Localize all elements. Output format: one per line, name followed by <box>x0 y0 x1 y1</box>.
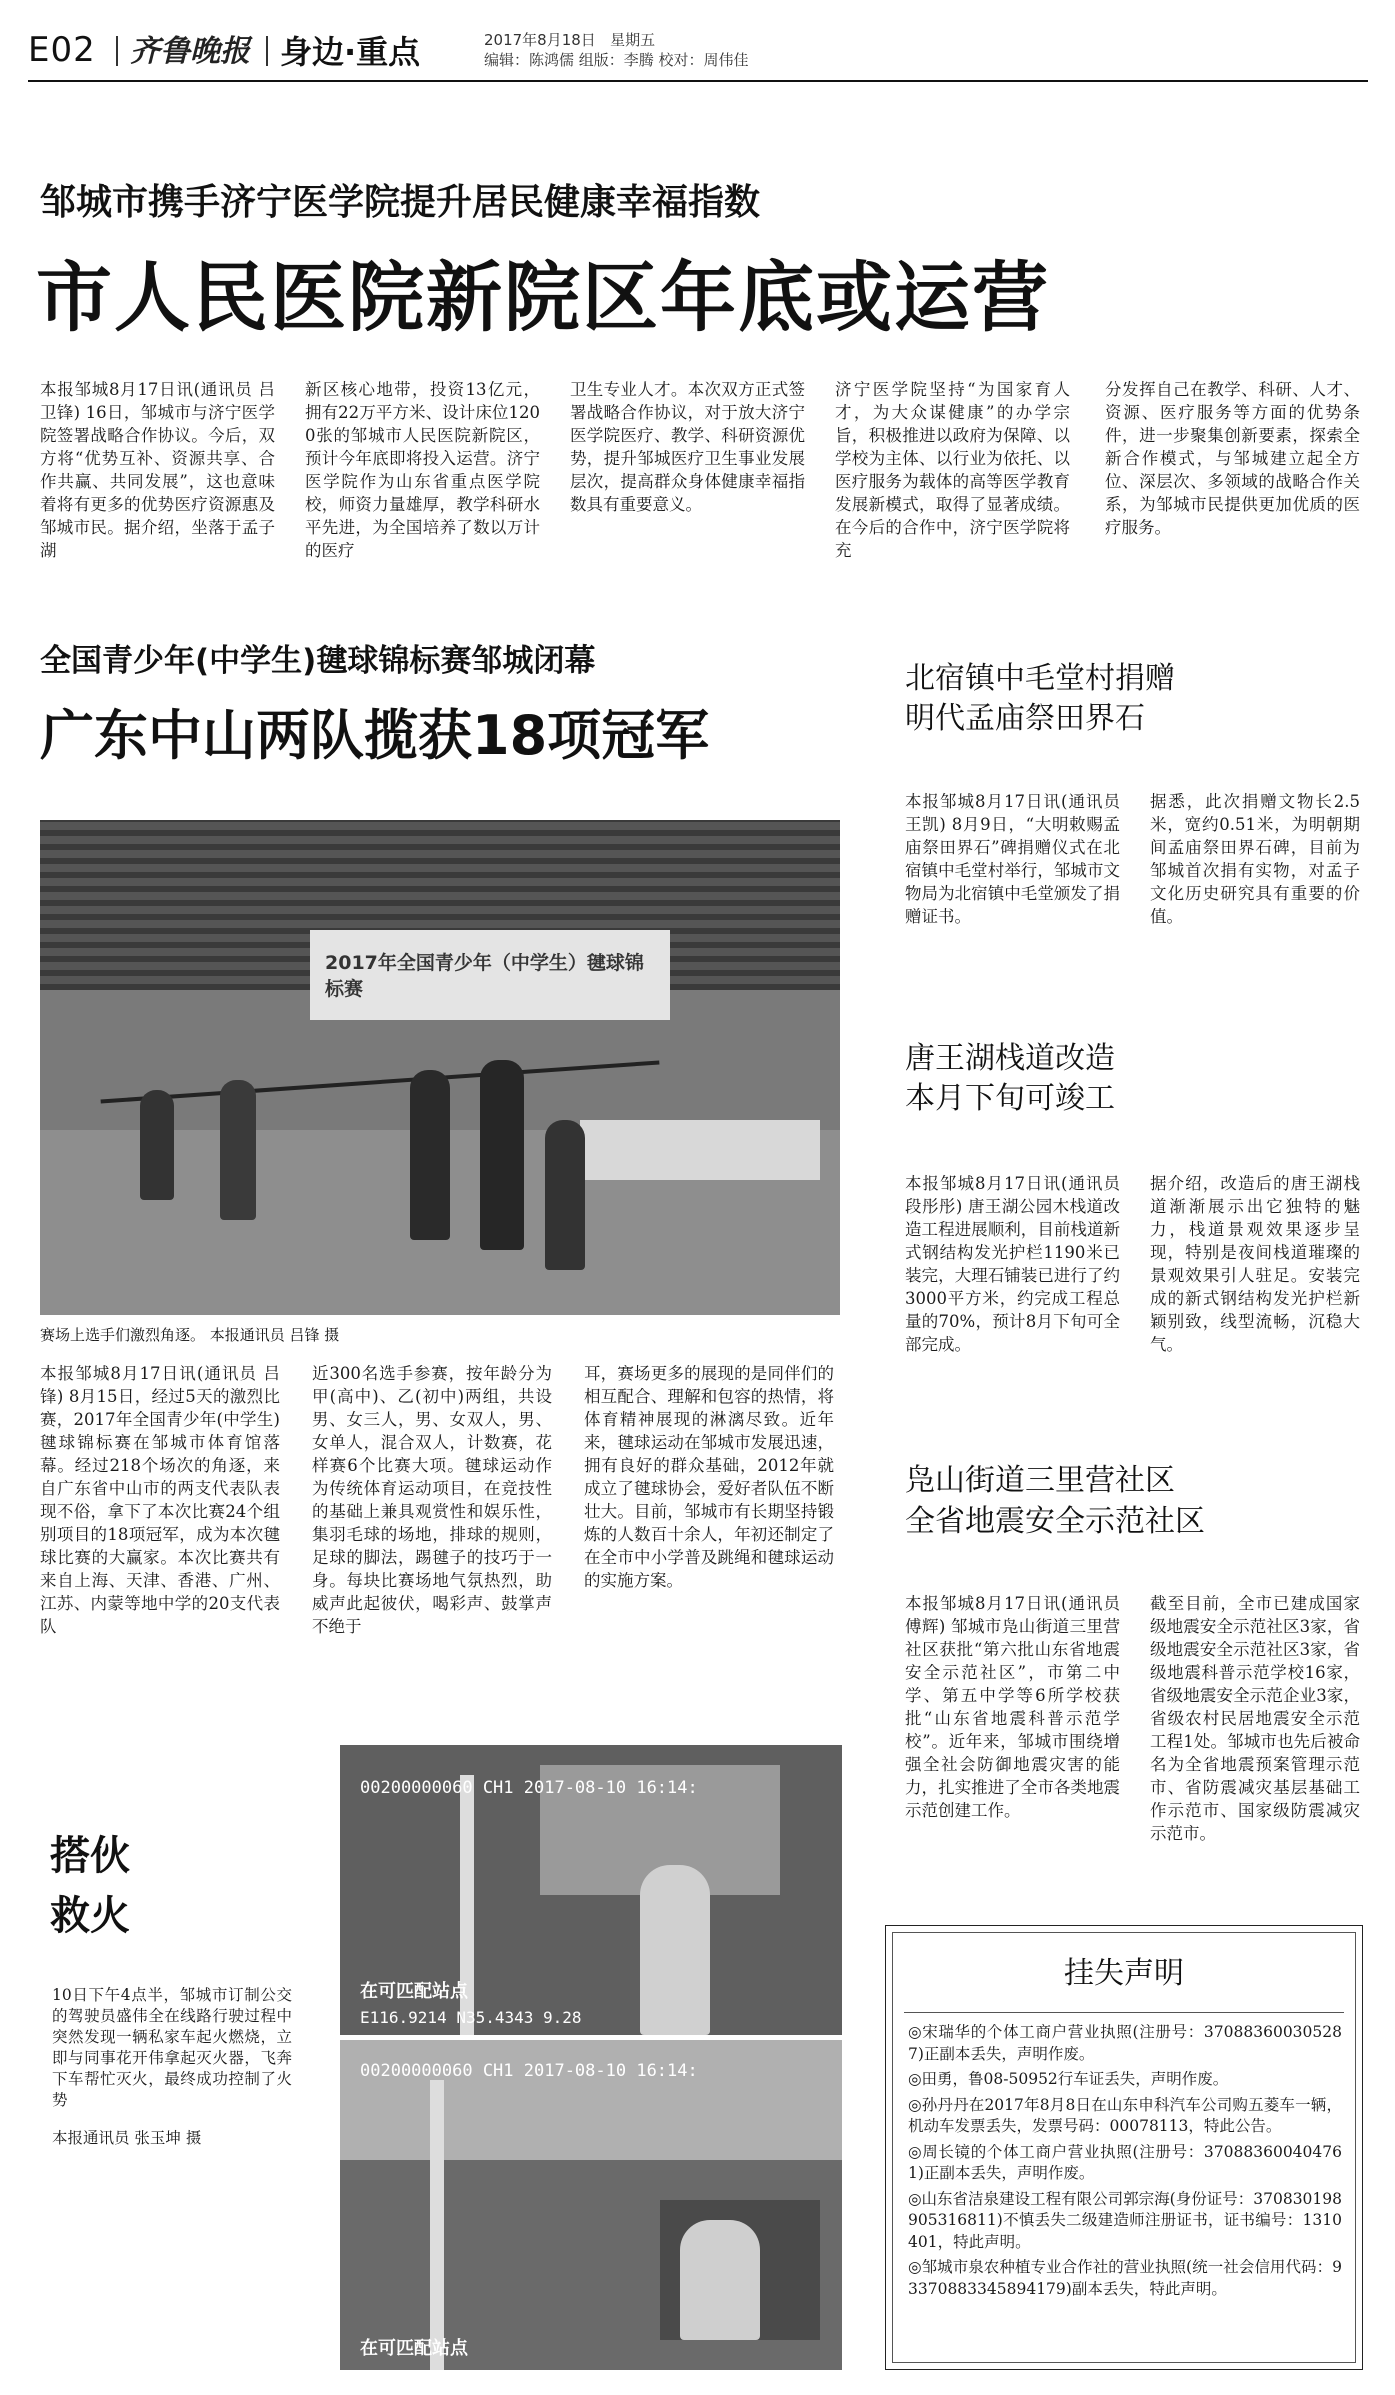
notice-list <box>908 2022 1342 2304</box>
cctv-frame-1 <box>340 1745 842 2035</box>
cctv-1-station: 在可匹配站点 <box>360 1981 468 2002</box>
bus-title-1: 搭伙 <box>50 1833 130 1879</box>
lead-col-4: 济宁医学院坚持“为国家育人才，为大众谋健康”的办学宗旨，积极推进以政府为保障、以学校为主体、以行业为依托、以医疗服务为载体的高等医学教育发展新模式，取得了显著成绩。在今后的合作中，济宁医学院将充 <box>835 380 1070 560</box>
section-title: 身边·重点 <box>280 33 421 71</box>
notice-title: 挂失声明 <box>1064 1956 1184 1991</box>
lost-notice-box <box>885 1925 1363 2370</box>
notice-item: ◎邹城市泉农种植专业合作社的营业执照(统一社会信用代码：93370883345894179)副本丢失，特此声明。 <box>908 2258 1342 2298</box>
photo-player-5 <box>140 1090 174 1200</box>
masthead-divider-2 <box>266 36 268 66</box>
cctv-2-window <box>340 2040 842 2160</box>
notice-item: ◎宋瑞华的个体工商户营业执照(注册号：370883600305287)正副本丢失，声明作废。 <box>908 2023 1342 2063</box>
cctv-2-figure <box>680 2220 760 2340</box>
brief2-col-2: 据介绍，改造后的唐王湖栈道渐渐展示出它独特的魅力，栈道景观效果逐步呈现，特别是夜间栈道璀璨的景观效果引人驻足。安装完成的新式钢结构发光护栏新颖别致，线型流畅，沉稳大气。 <box>1150 1174 1360 1354</box>
cctv-2-pole <box>430 2080 444 2370</box>
bus-credit: 本报通讯员 张玉坤 摄 <box>52 2129 202 2147</box>
notice-rule <box>904 2012 1344 2013</box>
jianzi-col-3: 耳，赛场更多的展现的是同伴们的相互配合、理解和包容的热情，将体育精神展现的淋漓尽致。近年来，毽球运动在邹城市发展迅速，拥有良好的群众基础，2012年就成立了毽球协会，爱好者队伍不断壮大。目前，邹城市有长期坚持锻炼的人数百十余人，年初还制定了在全市中小学普及跳绳和毽球运动的实施方案。 <box>584 1364 834 1590</box>
brief1-headline-2: 明代孟庙祭田界石 <box>905 701 1145 736</box>
jianzi-headline: 广东中山两队揽获18项冠军 <box>40 704 710 767</box>
cctv-2-station: 在可匹配站点 <box>360 2338 468 2359</box>
jianzi-col-1: 本报邹城8月17日讯(通讯员 吕锋) 8月15日，经过5天的激烈比赛，2017年全国青少年(中学生)毽球锦标赛在邹城市体育馆落幕。经过218个场次的角逐，来自广东省中山市的两支代表队表现不俗，拿下了本次比赛24个组别项目的18项冠军，成为本次毽球比赛的大赢家。本次比赛共有来自上海、天津、香港、广州、江苏、内蒙等地中学的20支代表队 <box>40 1364 280 1636</box>
issue-weekday: 星期五 <box>610 31 656 49</box>
brief2-headline-1: 唐王湖栈道改造 <box>905 1041 1115 1076</box>
lead-headline: 市人民医院新院区年底或运营 <box>36 253 1050 342</box>
cctv-1-gps: E116.9214 N35.4343 9.28 <box>360 2008 582 2027</box>
lead-col-3: 卫生专业人才。本次双方正式签署战略合作协议，对于放大济宁医学院医疗、教学、科研资源优势，提升邹城医疗卫生事业发展层次，提高群众身体健康幸福指数具有重要意义。 <box>570 380 805 514</box>
photo-table <box>580 1120 820 1180</box>
masthead-meta <box>484 30 749 70</box>
cctv-1-timestamp: 00200000060 CH1 2017-08-10 16:14: <box>360 1778 698 1798</box>
brief3-col-2: 截至目前，全市已建成国家级地震安全示范社区3家，省级地震安全示范社区3家，省级地震科普示范学校16家，省级地震安全示范企业3家，省级农村民居地震安全示范工程1处。邹城市也先后被命名为全省地震预案管理示范市、省防震减灾基层基础工作示范市、国家级防震减灾示范市。 <box>1150 1594 1360 1843</box>
brief1-col-1: 本报邹城8月17日讯(通讯员 王凯) 8月9日，“大明敕赐孟庙祭田界石”碑捐赠仪式在北宿镇中毛堂村举行，邹城市文物局为北宿镇中毛堂颁发了捐赠证书。 <box>905 792 1120 926</box>
page-number: E02 <box>28 30 96 70</box>
cctv-frame-2 <box>340 2040 842 2370</box>
brief3-col-1: 本报邹城8月17日讯(通讯员 傅辉) 邹城市凫山街道三里营社区获批“第六批山东省地震安全示范社区”，市第二中学、第五中学等6所学校获批“山东省地震科普示范学校”。近年来，邹城市围绕增强全社会防御地震灾害的能力，扎实推进了全市各类地震示范创建工作。 <box>905 1594 1120 1820</box>
brief2-headline-2: 本月下旬可竣工 <box>905 1081 1115 1116</box>
jianzi-caption: 赛场上选手们激烈角逐。 本报通讯员 吕锋 摄 <box>40 1326 340 1344</box>
brief3-headline-1: 凫山街道三里营社区 <box>905 1463 1175 1498</box>
jianzi-kicker: 全国青少年(中学生)毽球锦标赛邹城闭幕 <box>40 643 596 679</box>
lead-kicker: 邹城市携手济宁医学院提升居民健康幸福指数 <box>40 182 761 223</box>
bus-title-2: 救火 <box>50 1893 130 1939</box>
editor-credits: 编辑：陈鸿儒 组版：李腾 校对：周伟佳 <box>484 51 749 69</box>
jianzi-col-2: 近300名选手参赛，按年龄分为甲(高中)、乙(初中)两组，共设男、女三人，男、女双人，男、女单人，混合双人，计数赛，花样赛6个比赛大项。毽球运动作为传统体育运动项目，在竞技性的基础上兼具观赏性和娱乐性，集羽毛球的场地，排球的规则，足球的脚法，踢毽子的技巧于一身。每块比赛场地气氛热烈，助威声此起彼伏，喝彩声、鼓掌声不绝于 <box>312 1364 552 1636</box>
cctv-2-timestamp: 00200000060 CH1 2017-08-10 16:14: <box>360 2061 698 2081</box>
brief2-col-1: 本报邹城8月17日讯(通讯员 段彤彤) 唐王湖公园木栈道改造工程进展顺利，目前栈道新式钢结构发光护栏1190米已装完，大理石铺装已进行了约3000平方米，约完成工程总量的70%，预计8月下旬可全部完成。 <box>905 1174 1120 1354</box>
newspaper-logo: 齐鲁晚报 <box>130 34 250 69</box>
notice-item: ◎周长镜的个体工商户营业执照(注册号：370883600404761)正副本丢失，声明作废。 <box>908 2142 1342 2182</box>
brief3-headline-2: 全省地震安全示范社区 <box>905 1504 1205 1539</box>
lead-col-2: 新区核心地带，投资13亿元，拥有22万平方米、设计床位1200张的邹城市人民医院新院区，预计今年底即将投入运营。济宁医学院作为山东省重点医学院校，师资力量雄厚，教学科研水平先进，为全国培养了数以万计的医疗 <box>305 380 540 560</box>
cctv-1-figure <box>640 1865 710 2035</box>
notice-item: ◎山东省洁泉建设工程有限公司郭宗海(身份证号：370830198905316811)不慎丢失二级建造师注册证书，证书编号：1310401，特此声明。 <box>908 2189 1342 2251</box>
masthead <box>28 28 1368 88</box>
brief1-headline-1: 北宿镇中毛堂村捐赠 <box>905 661 1175 696</box>
lead-col-5: 分发挥自己在教学、科研、人才、资源、医疗服务等方面的优势条件，进一步聚集创新要素，探索全新合作模式，与邹城建立起全方位、深层次、多领域的战略合作关系，为邹城市民提供更加优质的医疗服务。 <box>1105 380 1360 537</box>
photo-player-4 <box>220 1080 256 1220</box>
photo-banner-text: 2017年全国青少年（中学生）毽球锦标赛 <box>325 952 644 1000</box>
photo-player-2 <box>480 1060 524 1250</box>
notice-item: ◎田勇，鲁08-50952行车证丢失，声明作废。 <box>908 2070 1229 2088</box>
photo-player-1 <box>410 1070 450 1240</box>
lead-col-1: 本报邹城8月17日讯(通讯员 吕卫锋) 16日，邹城市与济宁医学院签署战略合作协议。今后，双方将“优势互补、资源共享、合作共赢、共同发展”，这也意味着将有更多的优势医疗资源惠及邹城市民。据介绍，坐落于孟子湖 <box>40 380 275 560</box>
bus-body: 10日下午4点半，邹城市订制公交的驾驶员盛伟全在线路行驶过程中突然发现一辆私家车起火燃烧，立即与同事花开伟拿起灭火器，飞奔下车帮忙灭火，最终成功控制了火势 <box>52 1986 292 2109</box>
brief1-col-2: 据悉，此次捐赠文物长2.5米，宽约0.51米，为明朝期间孟庙祭田界石碑，目前为邹城首次捐有实物，对孟子文化历史研究具有重要的价值。 <box>1150 792 1360 926</box>
photo-player-3 <box>545 1120 585 1270</box>
jianzi-photo <box>40 820 840 1315</box>
masthead-divider <box>116 36 118 66</box>
notice-item: ◎孙丹丹在2017年8月8日在山东申科汽车公司购五菱车一辆，机动车发票丢失，发票号码：00078113，特此公告。 <box>908 2095 1342 2135</box>
photo-net <box>101 1060 660 1103</box>
issue-date: 2017年8月18日 <box>484 31 596 49</box>
masthead-rule <box>28 80 1368 82</box>
